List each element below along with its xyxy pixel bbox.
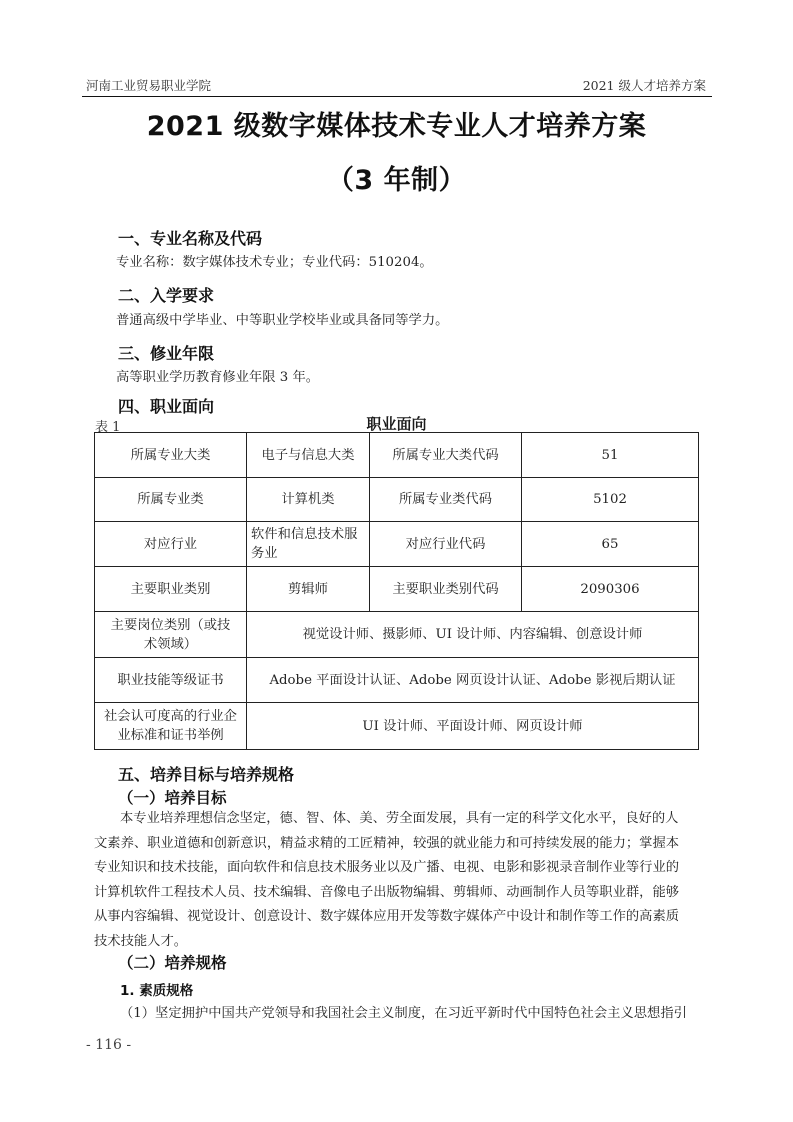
table-cell: 剪辑师 [247, 567, 370, 612]
table-cell: 2090306 [522, 567, 699, 612]
occupation-table [94, 432, 699, 750]
table-cell: Adobe 平面设计认证、Adobe 网页设计认证、Adobe 影视后期认证 [247, 658, 699, 703]
goal-paragraph [94, 807, 714, 954]
item-line: （1）坚定拥护中国共产党领导和我国社会主义制度，在习近平新时代中国特色社会主义思想指引 [120, 1006, 687, 1021]
table-cell-label: 职业技能等级证书 [95, 658, 247, 703]
paragraph-line: 专业知识和技术技能，面向软件和信息技术服务业以及广播、电视、电影和影视录音制作业等行业的 [94, 860, 680, 875]
page-header [82, 76, 710, 94]
table-cell: 电子与信息大类 [247, 433, 370, 478]
paragraph-line: 文素养、职业道德和创新意识，精益求精的工匠精神，较强的就业能力和可持续发展的能力；掌握本 [94, 835, 680, 851]
table-cell: 51 [522, 433, 699, 478]
table-row [95, 703, 699, 750]
table-row [95, 433, 699, 478]
table-row [95, 567, 699, 612]
table-label: 表 1 [95, 420, 121, 435]
section-body-2: 普通高级中学毕业、中等职业学校毕业或具备同等学力。 [116, 313, 449, 328]
table-row [95, 478, 699, 522]
table-cell: 主要职业类别 [95, 567, 247, 612]
section-heading-5: 五、培养目标与培养规格 [118, 765, 295, 784]
table-cell: 对应行业 [95, 522, 247, 567]
subsection-heading-goal: （一）培养目标 [118, 789, 227, 807]
table-cell: 5102 [522, 478, 699, 522]
table-row [95, 658, 699, 703]
section-body-1: 专业名称：数字媒体技术专业；专业代码：510204。 [116, 255, 433, 270]
table-row [95, 522, 699, 567]
paragraph-line: 技术技能人才。 [94, 933, 188, 949]
paragraph-line: 本专业培养理想信念坚定，德、智、体、美、劳全面发展，具有一定的科学文化水平，良好的人 [120, 811, 679, 826]
table-cell: 软件和信息技术服务业 [247, 522, 370, 567]
document-title: 2021 级数字媒体技术专业人才培养方案 [146, 111, 647, 142]
section-heading-3: 三、修业年限 [118, 344, 215, 363]
paragraph-line: 从事内容编辑、视觉设计、创意设计、数字媒体应用开发等数字媒体产中设计和制作等工作的高素质 [94, 909, 680, 924]
document-subtitle: （3 年制） [326, 165, 467, 196]
table-cell: 所属专业类 [95, 478, 247, 522]
table-cell: 计算机类 [247, 478, 370, 522]
page-number: - 116 - [86, 1037, 132, 1053]
table-cell: 主要职业类别代码 [370, 567, 522, 612]
header-institution: 河南工业贸易职业学院 [86, 78, 212, 93]
table-cell: 对应行业代码 [370, 522, 522, 567]
table-cell: UI 设计师、平面设计师、网页设计师 [247, 703, 699, 750]
table-cell: 65 [522, 522, 699, 567]
subsection-heading-spec: （二）培养规格 [118, 954, 227, 972]
table-row [95, 612, 699, 658]
section-heading-1: 一、专业名称及代码 [118, 229, 263, 248]
section-heading-4: 四、职业面向 [118, 397, 215, 416]
table-caption: 职业面向 [366, 415, 427, 433]
paragraph-line: 计算机软件工程技术人员、技术编辑、音像电子出版物编辑、剪辑师、动画制作人员等职业群，能够 [94, 884, 680, 900]
table-cell-label: 主要岗位类别（或技术领域） [95, 612, 247, 658]
header-doc-title: 2021 级人才培养方案 [582, 78, 706, 93]
table-cell: 视觉设计师、摄影师、UI 设计师、内容编辑、创意设计师 [247, 612, 699, 658]
table-cell-label: 社会认可度高的行业企业标准和证书举例 [95, 703, 247, 750]
item-heading-quality: 1. 素质规格 [120, 983, 194, 999]
section-body-3: 高等职业学历教育修业年限 3 年。 [116, 370, 320, 385]
header-rule [82, 96, 712, 97]
section-heading-2: 二、入学要求 [118, 286, 215, 305]
table-cell: 所属专业类代码 [370, 478, 522, 522]
table-cell: 所属专业大类 [95, 433, 247, 478]
table-cell: 所属专业大类代码 [370, 433, 522, 478]
